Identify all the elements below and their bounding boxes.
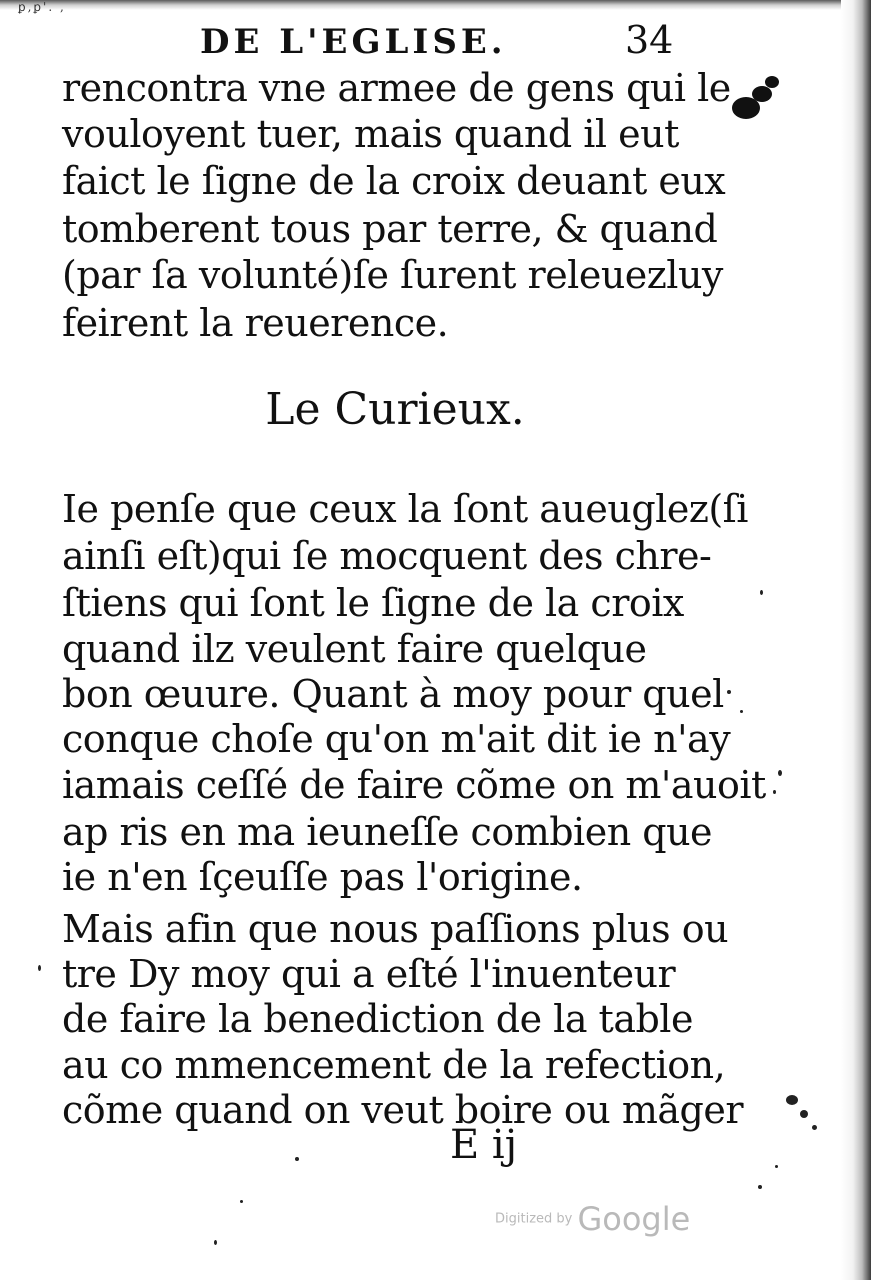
text-line: (par ſa volunté)ſe ſurent releuezluy [62, 253, 723, 297]
ink-speck [758, 1185, 762, 1189]
ink-speck [775, 1165, 778, 1168]
watermark-brand: Google [577, 1200, 691, 1238]
ink-speck [760, 590, 763, 595]
text-line: de faire la benediction de la table [62, 997, 693, 1041]
text-line: ſtiens qui ſont le ſigne de la croix [62, 581, 684, 625]
text-line: tomberent tous par terre, & quand [62, 207, 718, 251]
text-line: ainſi eſt)qui ſe mocquent des chre- [62, 534, 712, 578]
page-top-edge [0, 0, 860, 10]
ink-speck [778, 770, 782, 776]
ink-speck [727, 690, 731, 694]
ink-blot-icon [728, 72, 788, 122]
text-line: faict le ſigne de la croix deuant eux [62, 159, 726, 203]
digitized-watermark [495, 1200, 690, 1238]
text-line: ap ris en ma ieuneſſe combien que [62, 810, 713, 854]
text-line: quand ilz veulent faire quelque [62, 627, 647, 671]
ink-speck [214, 1240, 217, 1245]
signature-mark: E ij [450, 1122, 518, 1168]
text-line: rencontra vne armee de gens qui le [62, 66, 731, 110]
running-head: DE L'EGLISE. [200, 22, 507, 62]
text-line: vouloyent tuer, mais quand il eut [62, 112, 679, 156]
ink-speck [240, 1200, 243, 1203]
text-line: tre Dy moy qui a eſté l'inuenteur [62, 952, 676, 996]
ink-speck [38, 965, 41, 971]
ink-speck [812, 1125, 817, 1130]
section-heading: Le Curieux. [265, 384, 525, 435]
page-number: 34 [625, 18, 674, 62]
ink-speck [295, 1157, 299, 1161]
text-line: au co mmencement de la refection, [62, 1043, 726, 1087]
watermark-prefix: Digitized by [495, 1211, 573, 1227]
ink-speck [800, 1110, 808, 1118]
text-line: bon œuure. Quant à moy pour quel [62, 672, 724, 716]
text-line: conque choſe qu'on m'ait dit ie n'ay [62, 717, 731, 761]
top-scrap-text: ꝑ,ꝑ'. , [18, 0, 66, 14]
page-binding-edge [841, 0, 871, 1280]
text-line: iamais ceſſé de faire cõme on m'auoit [62, 763, 766, 807]
text-line: cõme quand on veut boire ou mãger [62, 1088, 743, 1132]
text-line: Ie penſe que ceux la ſont aueuglez(ſi [62, 487, 748, 531]
text-line: feirent la reuerence. [62, 301, 449, 345]
ink-speck [786, 1095, 798, 1105]
ink-speck [740, 710, 743, 713]
text-line: Mais afin que nous paſſions plus ou [62, 907, 729, 951]
text-line: ie n'en ſçeuſſe pas l'origine. [62, 855, 583, 899]
ink-speck [773, 790, 776, 794]
